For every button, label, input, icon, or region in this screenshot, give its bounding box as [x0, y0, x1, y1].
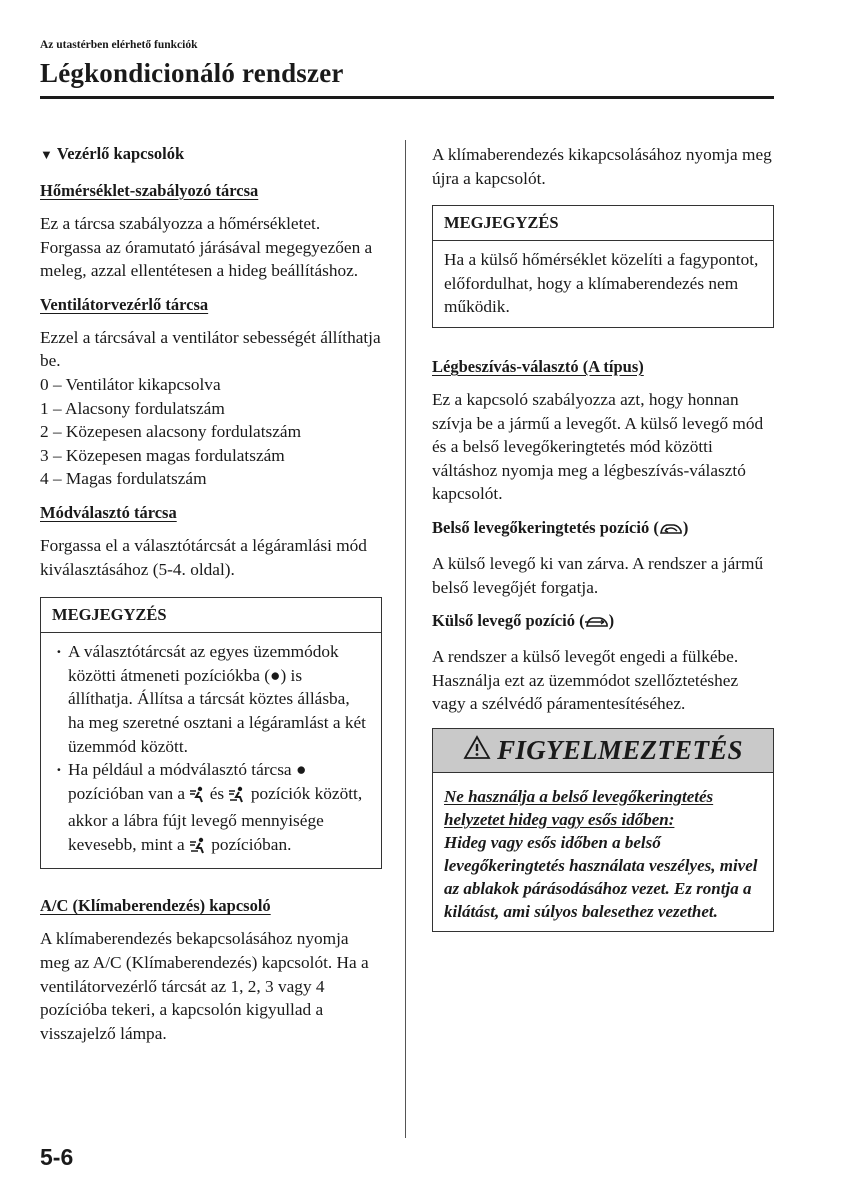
dot-icon: ●: [270, 665, 281, 685]
note-item: · A választótárcsát az egyes üzemmódok közötti átmeneti pozíciókba (●) is állíthatja. Állítsa a tárcsát köztes állásba, ha meg szeretné osztani a légáramlást a két üzemmód között.: [52, 640, 370, 758]
fan-dial-heading: Ventilátorvezérlő tárcsa: [40, 294, 209, 314]
note-label: MEGJEGYZÉS: [41, 598, 381, 633]
note-box: [40, 597, 382, 869]
bilevel-airflow-icon: [228, 786, 246, 810]
bilevel-airflow-icon: [189, 837, 207, 861]
outside-air-heading: Külső levegő pozíció ( ): [432, 610, 774, 636]
warning-label: FIGYELMEZTETÉS: [497, 734, 743, 765]
left-column: [40, 143, 382, 1045]
section-title: [40, 143, 382, 166]
fan-speed-item: 2 – Közepesen alacsony fordulatszám: [40, 422, 302, 442]
temp-dial-heading: Hőmérséklet-szabályozó tárcsa: [40, 181, 259, 200]
outside-air-icon: [585, 614, 609, 636]
note-text: Ha a külső hőmérséklet közelíti a fagypontot, előfordulhat, hogy a klímaberendezés nem működik.: [444, 250, 759, 317]
right-column: [432, 143, 774, 932]
outside-air-text: A rendszer a külső levegőt engedi a fülkébe. Használja ezt az üzemmódot szellőztetéshez vagy a szélvédő páramentesítéséhez.: [432, 647, 739, 714]
recirc-heading: Belső levegőkeringtetés pozíció ( ): [432, 517, 774, 543]
fan-dial-text: Ezzel a tárcsával a ventilátor sebességét állíthatja be.: [40, 327, 381, 371]
note-list: [52, 640, 370, 860]
warning-title: Ne használja a belső levegőkeringtetés helyzetet hideg vagy esős időben:: [444, 786, 714, 829]
page-title: Légkondicionáló rendszer: [40, 58, 344, 88]
warning-triangle-icon: [463, 735, 491, 765]
intake-selector-heading: Légbeszívás-választó (A típus): [432, 356, 644, 376]
recirculation-icon: [659, 521, 683, 543]
fan-speed-item: 0 – Ventilátor kikapcsolva: [40, 374, 221, 394]
mode-dial-text: Forgassa el a választótárcsát a légáramlási mód kiválasztásához (5-4. oldal).: [40, 535, 367, 579]
fan-speed-item: 1 – Alacsony fordulatszám: [40, 398, 225, 418]
warning-box: [432, 728, 774, 932]
mode-dial-heading: Módválasztó tárcsa: [40, 502, 177, 522]
title-rule: [40, 96, 774, 99]
note-item: · Ha például a módválasztó tárcsa ● pozícióban van a és pozíciók között, akkor a lábra fújt levegő mennyisége kevesebb, mint a pozícióban.: [52, 758, 370, 860]
breadcrumb: Az utastérben elérhető funkciók: [40, 39, 198, 51]
fan-speed-item: 4 – Magas fordulatszám: [40, 469, 207, 489]
ac-switch-heading: A/C (Klímaberendezés) kapcsoló: [40, 896, 271, 916]
ac-switch-text: A klímaberendezés bekapcsolásához nyomja meg az A/C (Klímaberendezés) kapcsolót. Ha a ventilátorvezérlő tárcsát az 1, 2, 3 vagy 4 pozícióba tekeri, a kapcsolón kigyullad a visszajelző lámpa.: [40, 929, 369, 1043]
note-label: MEGJEGYZÉS: [433, 206, 773, 241]
column-divider: [405, 140, 406, 1138]
fan-speed-item: 3 – Közepesen magas fordulatszám: [40, 445, 285, 465]
note-box: [432, 205, 774, 328]
face-airflow-icon: [189, 786, 205, 810]
ac-off-text: A klímaberendezés kikapcsolásához nyomja meg újra a kapcsolót.: [432, 145, 772, 188]
temp-dial-text: Ez a tárcsa szabályozza a hőmérsékletet. Forgassa az óramutató járásával megegyezően a meleg, azzal ellentétesen a hideg beállításhoz.: [40, 214, 373, 281]
recirc-text: A külső levegő ki van zárva. A rendszer a jármű belső levegőjét forgatja.: [432, 553, 764, 597]
intake-selector-text: Ez a kapcsoló szabályozza azt, hogy honnan szívja be a jármű a levegőt. A külső levegő mód és a belső levegőkeringtetés mód közötti váltáshoz nyomja meg a légbeszívás-választó kapcsolót.: [432, 389, 764, 504]
warning-text: Hideg vagy esős időben a belső levegőkeringtetés használata veszélyes, mivel az ablakok párásodásához vezet. Ez rontja a kilátást, ami súlyos balesethez vezethet.: [444, 832, 758, 921]
triangle-down-icon: ▼: [40, 147, 53, 162]
section-title-text: Vezérlő kapcsolók: [56, 144, 185, 163]
fan-speed-list: [40, 373, 382, 491]
page-number: 5-6: [40, 1144, 74, 1170]
dot-icon: ●: [295, 760, 307, 780]
warning-header: [433, 729, 773, 773]
